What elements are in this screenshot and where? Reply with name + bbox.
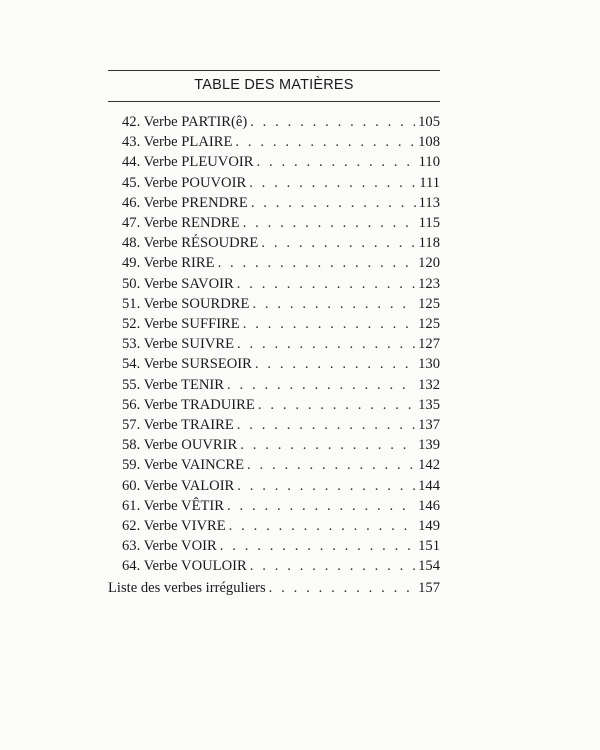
toc-entry-label: 53. Verbe SUIVRE	[122, 336, 235, 353]
toc-entry	[122, 556, 440, 576]
toc-entry	[122, 375, 440, 395]
toc-entry-page-number: 149	[418, 518, 440, 534]
toc-entry-label: 52. Verbe SUFFIRE	[122, 316, 240, 332]
toc-entry-page-number: 146	[418, 497, 440, 514]
toc-entry	[122, 253, 440, 273]
dot-leader	[261, 233, 415, 253]
toc-entry	[122, 476, 440, 496]
toc-entry-label: 58. Verbe OUVRIR	[122, 437, 238, 454]
toc-entry-page-number: 151	[418, 538, 440, 555]
toc-entry-page-number: 157	[418, 579, 440, 596]
toc-entry-label: 49. Verbe RIRE	[122, 255, 215, 272]
toc-entry-page-number: 113	[418, 194, 440, 211]
toc-entry-label: 62. Verbe VIVRE	[122, 518, 226, 534]
dot-leader	[240, 435, 415, 455]
toc-entry-label: 59. Verbe VAINCRE	[122, 457, 245, 474]
toc-entry-label: Liste des verbes irréguliers	[108, 579, 266, 596]
toc-entry-label: 46. Verbe PRENDRE	[122, 194, 248, 211]
dot-leader	[220, 536, 415, 556]
toc-entry	[122, 274, 440, 294]
toc-entry-page-number: 115	[418, 215, 440, 231]
toc-entry-page-number: 105	[418, 114, 440, 130]
dot-leader	[243, 314, 415, 334]
toc-entry-label: 42. Verbe PARTIR(ê)	[122, 114, 248, 130]
toc-entry	[122, 173, 440, 193]
dot-leader	[258, 395, 415, 415]
toc-entry	[122, 233, 440, 253]
toc-entry	[122, 294, 440, 314]
toc-entry	[122, 132, 440, 152]
header-top-rule	[108, 70, 440, 71]
toc-entry-page-number: 125	[418, 295, 440, 312]
toc-entry-label: 48. Verbe RÉSOUDRE	[122, 235, 259, 252]
dot-leader	[218, 253, 416, 273]
toc-entry-page-number: 118	[418, 235, 440, 252]
dot-leader	[251, 193, 416, 213]
toc-entry-label: 57. Verbe TRAIRE	[122, 417, 234, 433]
toc-entry-page-number: 137	[418, 417, 440, 433]
toc-entry-label: 55. Verbe TENIR	[122, 376, 225, 393]
toc-entry-page-number: 108	[418, 134, 440, 151]
toc-entry	[122, 213, 440, 233]
toc-entry	[122, 395, 440, 415]
toc-entry-page-number: 154	[418, 558, 440, 575]
toc-entry	[122, 496, 440, 516]
dot-leader	[237, 476, 415, 496]
toc-entry-irregular-verbs-list	[108, 578, 440, 598]
toc-entry-page-number: 132	[418, 376, 440, 393]
toc-entry-page-number: 135	[418, 396, 440, 413]
dot-leader	[249, 173, 416, 193]
dot-leader	[235, 132, 415, 152]
page-header-title: TABLE DES MATIÈRES	[194, 77, 354, 93]
toc-entry	[122, 455, 440, 475]
toc-entry-page-number: 110	[418, 154, 440, 171]
toc-entry-label: 56. Verbe TRADUIRE	[122, 396, 255, 413]
dot-leader	[227, 496, 415, 516]
toc-entry-page-number: 125	[418, 316, 440, 332]
toc-entry-page-number: 130	[418, 356, 440, 373]
toc-entry	[122, 152, 440, 172]
toc-entry-page-number: 127	[418, 336, 440, 353]
dot-leader	[250, 112, 415, 132]
toc-entry-label: 47. Verbe RENDRE	[122, 215, 240, 231]
header-bottom-rule	[108, 101, 440, 102]
dot-leader	[252, 294, 415, 314]
dot-leader	[237, 415, 415, 435]
dot-leader	[247, 455, 415, 475]
toc-entry-page-number: 142	[418, 457, 440, 474]
toc-entry-label: 51. Verbe SOURDRE	[122, 295, 250, 312]
dot-leader	[237, 274, 415, 294]
toc-entry-label: 44. Verbe PLEUVOIR	[122, 154, 254, 171]
toc-entry	[122, 314, 440, 334]
toc-entry	[122, 415, 440, 435]
dot-leader	[243, 213, 416, 233]
toc-entry-page-number: 120	[418, 255, 440, 272]
toc-entry-page-number: 144	[418, 477, 440, 494]
dot-leader	[269, 578, 415, 598]
toc-entry-label: 64. Verbe VOULOIR	[122, 558, 247, 575]
toc-entry	[122, 516, 440, 536]
dot-leader	[256, 152, 415, 172]
dot-leader	[250, 556, 415, 576]
dot-leader	[229, 516, 415, 536]
toc-entry-page-number: 139	[418, 437, 440, 454]
toc-entry	[122, 193, 440, 213]
toc-entry	[122, 112, 440, 132]
toc-entry-label: 50. Verbe SAVOIR	[122, 275, 234, 292]
toc-entry-label: 43. Verbe PLAIRE	[122, 134, 233, 151]
toc-entry-label: 54. Verbe SURSEOIR	[122, 356, 252, 373]
toc-entry	[122, 334, 440, 354]
toc-entry	[122, 354, 440, 374]
toc-entry	[122, 536, 440, 556]
toc-entry-label: 61. Verbe VÊTIR	[122, 497, 225, 514]
dot-leader	[227, 375, 415, 395]
dot-leader	[237, 334, 415, 354]
toc-entry-label: 60. Verbe VALOIR	[122, 477, 235, 494]
toc-entry-label: 45. Verbe POUVOIR	[122, 174, 247, 191]
toc-entry	[122, 435, 440, 455]
toc-entry-page-number: 123	[418, 275, 440, 292]
toc-entry-page-number: 111	[419, 174, 440, 191]
toc-entry-label: 63. Verbe VOIR	[122, 538, 217, 555]
dot-leader	[255, 354, 415, 374]
